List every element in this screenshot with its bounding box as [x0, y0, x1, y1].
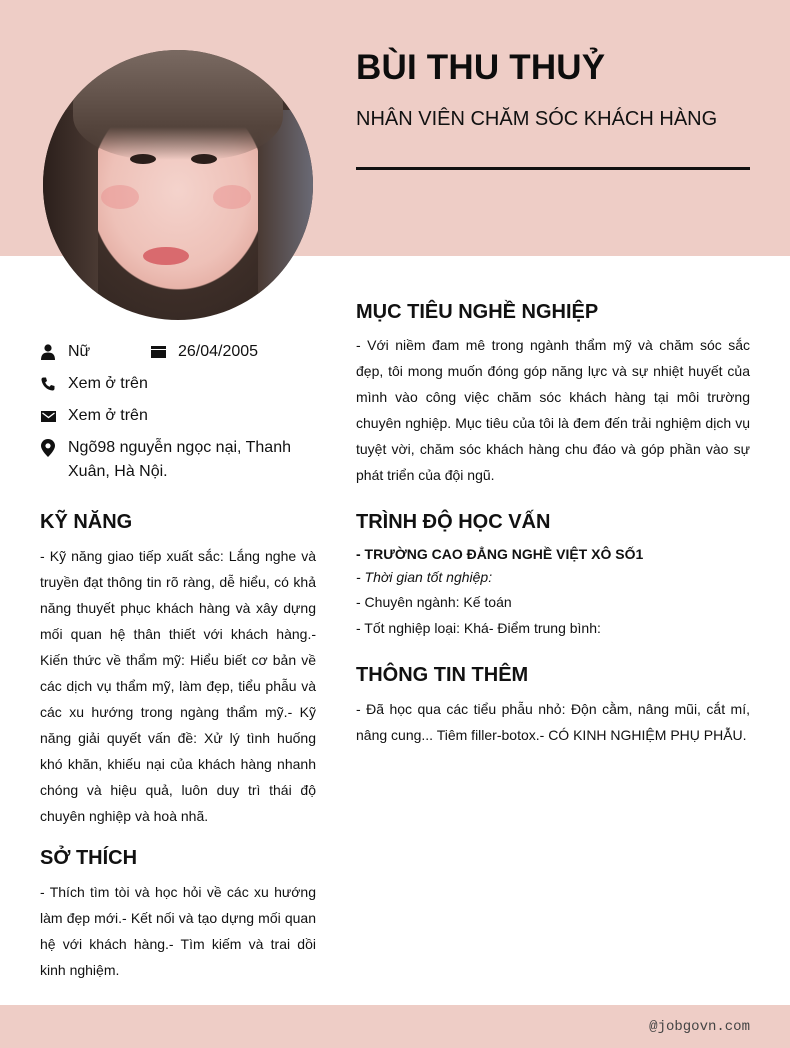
title-divider — [356, 167, 750, 170]
photo-lips — [143, 247, 189, 265]
footer-watermark: @jobgovn.com — [649, 1019, 750, 1035]
objective-text: - Với niềm đam mê trong ngành thẩm mỹ và chăm sóc sắc đẹp, tôi mong muốn đóng góp năng lực và sự nhiệt huyết của mình vào công việc chăm sóc khách hàng tại môi trường chuyên nghiệp. Mục tiêu của tôi là đem đến trải nghiệm dịch vụ tuyệt vời, chăm sóc khách hàng chu đáo và góp phần vào sự phát triển của đội ngũ. — [356, 337, 750, 483]
candidate-name: BÙI THU THUỶ — [356, 48, 606, 87]
education-heading: TRÌNH ĐỘ HỌC VẤN — [356, 511, 551, 533]
skills-heading: KỸ NĂNG — [40, 511, 133, 533]
education-graduation: - Thời gian tốt nghiệp: — [356, 569, 493, 585]
education-major: - Chuyên ngành: Kế toán — [356, 594, 512, 610]
gender-value: Nữ — [68, 343, 91, 360]
objective-heading: MỤC TIÊU NGHỀ NGHIỆP — [356, 301, 599, 323]
skills-text: - Kỹ năng giao tiếp xuất sắc: Lắng nghe và truyền đạt thông tin rõ ràng, dễ hiểu, có khả năng thuyết phục khách hàng và xây dựng mối quan hệ thân thiết với khách hàng.- Kiến thức về thẩm mỹ: Hiểu biết cơ bản về các dịch vụ thẩm mỹ, làm đẹp, tiểu phẫu và các xu hướng trong ngàng thẩm mỹ.- Kỹ năng giải quyết vấn đề: Xử lý tình huống khó khăn, khiếu nại của khách hàng nhanh chóng và hiệu quả, luôn duy trì thái độ chuyên nghiệp và hoà nhã. — [40, 548, 316, 824]
contact-email — [40, 404, 148, 428]
contact-birthday — [150, 340, 258, 364]
birthday-value: 26/04/2005 — [178, 343, 259, 360]
education-grade: - Tốt nghiệp loại: Khá- Điểm trung bình: — [356, 620, 601, 636]
additional-heading: THÔNG TIN THÊM — [356, 664, 529, 686]
profile-photo — [43, 50, 313, 320]
phone-icon — [40, 372, 56, 396]
contact-phone — [40, 372, 148, 396]
education-school: - TRƯỜNG CAO ĐẲNG NGHỀ VIỆT XÔ SỐ1 — [356, 546, 644, 562]
hobbies-heading: SỞ THÍCH — [40, 847, 138, 869]
photo-cheek-left — [101, 185, 139, 209]
person-icon — [40, 340, 56, 364]
photo-cheek-right — [213, 185, 251, 209]
additional-text: - Đã học qua các tiểu phẫu nhỏ: Độn cằm, nâng mũi, cắt mí, nâng cung... Tiêm filler-botox.- CÓ KINH NGHIỆM PHỤ PHẪU. — [356, 701, 750, 743]
contact-address — [40, 436, 320, 484]
phone-value: Xem ở trên — [68, 375, 148, 392]
email-value: Xem ở trên — [68, 407, 148, 424]
photo-eye-right — [191, 154, 217, 164]
calendar-icon — [150, 340, 166, 364]
photo-hair-bangs — [73, 50, 283, 160]
envelope-icon — [40, 404, 56, 428]
map-pin-icon — [40, 436, 56, 460]
job-title: NHÂN VIÊN CHĂM SÓC KHÁCH HÀNG — [356, 108, 718, 130]
contact-gender — [40, 340, 90, 364]
hobbies-text: - Thích tìm tòi và học hỏi về các xu hướng làm đẹp mới.- Kết nối và tạo dựng mối quan hệ với khách hàng.- Tìm kiếm và trai dồi kinh nghiệm. — [40, 884, 316, 978]
photo-eye-left — [130, 154, 156, 164]
address-value: Ngõ98 nguyễn ngọc nại, Thanh Xuân, Hà Nội. — [68, 439, 291, 480]
